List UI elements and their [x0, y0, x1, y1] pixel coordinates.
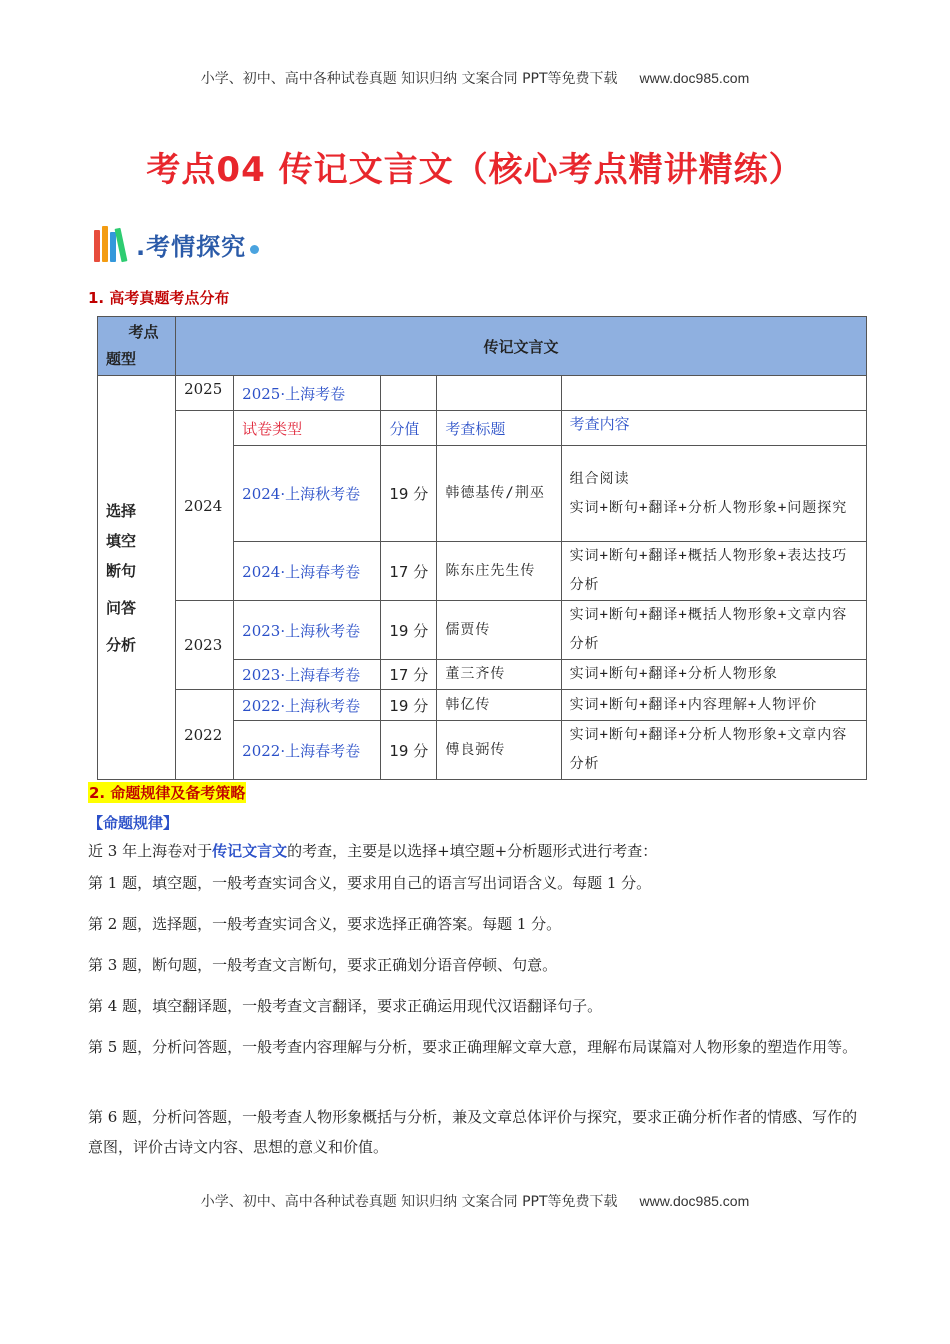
table-row-score: 17 分 — [381, 542, 437, 601]
table-row-title: 董三齐传 — [437, 660, 561, 690]
table-row-score: 19 分 — [381, 690, 437, 721]
table-row-title: 傅良弼传 — [437, 721, 561, 780]
table-row-paper: 2024·上海春考卷 — [234, 542, 381, 601]
header-site-link[interactable]: www.doc985.com — [639, 70, 750, 86]
page-title: 考点04 传记文言文（核心考点精讲精练） — [146, 150, 804, 190]
footer-text: 小学、初中、高中各种试卷真题 知识归纳 文案合同 PPT等免费下载 — [200, 1194, 618, 1210]
intro-keyword: 传记文言文 — [212, 842, 288, 860]
table-row-content: 实词+断句+翻译+分析人物形象 — [561, 660, 866, 690]
col-paper-type: 试卷类型 — [234, 411, 381, 446]
section-banner — [94, 222, 259, 266]
question-types-cell: 选择 填空 断句 问答 分析 — [98, 376, 176, 780]
table-row-score: 19 分 — [381, 601, 437, 660]
rules-label: 【命题规律】 — [88, 814, 179, 832]
col-content: 考查内容 — [561, 411, 866, 446]
table-row-content: 实词+断句+翻译+概括人物形象+文章内容分析 — [561, 601, 866, 660]
table-row-title: 韩亿传 — [437, 690, 561, 721]
banner-title: .考情探究 — [136, 232, 247, 261]
books-icon — [94, 226, 126, 262]
table-row-title: 陈东庄先生传 — [437, 542, 561, 601]
year-2023: 2023 — [176, 601, 234, 690]
header-text: 小学、初中、高中各种试卷真题 知识归纳 文案合同 PPT等免费下载 — [200, 71, 618, 87]
table-row-score: 19 分 — [381, 446, 437, 542]
table-row-paper: 2024·上海秋考卷 — [234, 446, 381, 542]
table-row-paper: 2022·上海春考卷 — [234, 721, 381, 780]
year-2024: 2024 — [176, 411, 234, 601]
rule-item-3: 第 3 题，断句题，一般考查文言断句，要求正确划分语音停顿、句意。 — [88, 956, 558, 974]
rule-item-6: 第 6 题，分析问答题，一般考查人物形象概括与分析，兼及文章总体评价与探究，要求正确分析作者的情感、写作的意图，评价古诗文内容、思想的意义和价值。 — [88, 1108, 858, 1156]
table-row-content: 实词+断句+翻译+分析人物形象+文章内容分析 — [561, 721, 866, 780]
table-row-paper: 2023·上海秋考卷 — [234, 601, 381, 660]
table-row-score: 17 分 — [381, 660, 437, 690]
table-row-paper: 2022·上海秋考卷 — [234, 690, 381, 721]
corner-cell: 考点 题型 — [98, 317, 176, 376]
table-row-score: 19 分 — [381, 721, 437, 780]
section1-title: 1. 高考真题考点分布 — [88, 289, 230, 307]
rule-item-4: 第 4 题，填空翻译题，一般考查文言翻译，要求正确运用现代汉语翻译句子。 — [88, 997, 603, 1015]
table-row-title: 韩德基传/荆巫 — [437, 446, 561, 542]
footer-site-link[interactable]: www.doc985.com — [639, 1193, 750, 1209]
rule-item-1: 第 1 题，填空题，一般考查实词含义，要求用自己的语言写出词语含义。每题 1 分。 — [88, 874, 652, 892]
section2-title: 2. 命题规律及备考策略 — [89, 784, 246, 802]
col-title: 考查标题 — [437, 411, 561, 446]
table-row-content: 实词+断句+翻译+概括人物形象+表达技巧分析 — [561, 542, 866, 601]
year-2022: 2022 — [176, 690, 234, 780]
table-row-title: 儒贾传 — [437, 601, 561, 660]
table-row-content: 组合阅读 实词+断句+翻译+分析人物形象+问题探究 — [561, 446, 866, 542]
intro-paragraph: 近 3 年上海卷对于传记文言文的考查，主要是以选择+填空题+分析题形式进行考查： — [88, 842, 658, 860]
exam-table — [97, 316, 867, 780]
table-row-paper: 2023·上海春考卷 — [234, 660, 381, 690]
rule-item-5: 第 5 题，分析问答题，一般考查内容理解与分析，要求正确理解文章大意，理解布局谋篇对人物形象的塑造作用等。 — [88, 1038, 858, 1056]
page-footer — [0, 1191, 950, 1211]
page-header — [0, 68, 950, 88]
table-row-content: 实词+断句+翻译+内容理解+人物评价 — [561, 690, 866, 721]
year-2025: 2025 — [176, 376, 234, 411]
rule-item-2: 第 2 题，选择题，一般考查实词含义，要求选择正确答案。每题 1 分。 — [88, 915, 562, 933]
paper-2025: 2025·上海考卷 — [234, 376, 381, 411]
dot-icon — [250, 245, 259, 254]
col-score: 分值 — [381, 411, 437, 446]
table-header: 传记文言文 — [176, 317, 867, 376]
